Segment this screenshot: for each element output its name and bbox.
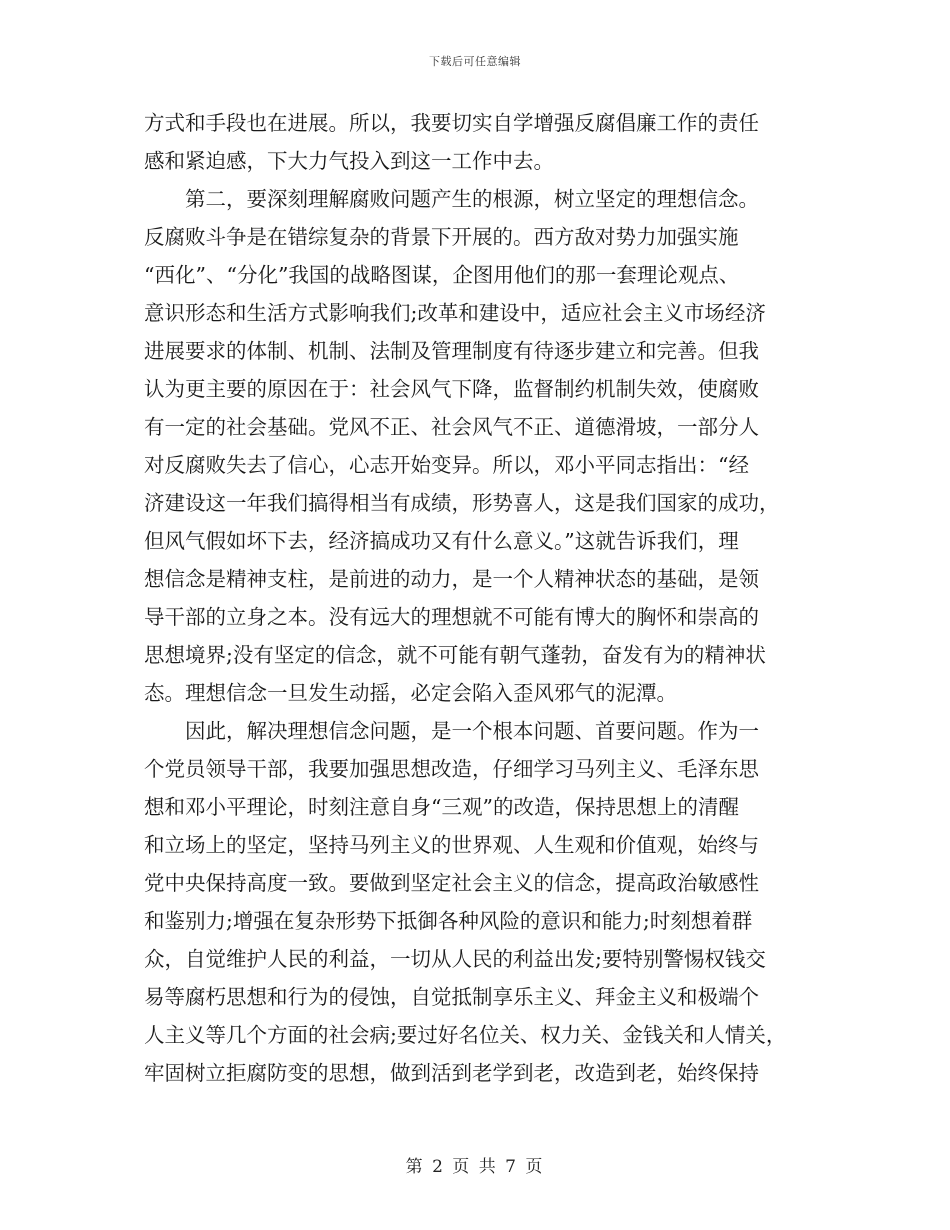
text-line: 想信念是精神支柱，是前进的动力，是一个人精神状态的基础，是领	[144, 567, 759, 591]
text-line: 态。理想信念一旦发生动摇，必定会陷入歪风邪气的泥潭。	[144, 681, 677, 705]
text-line: 意识形态和生活方式影响我们;改革和建设中，适应社会主义市场经济	[144, 301, 766, 325]
text-line: 思想境界;没有坚定的信念，就不可能有朝气蓬勃，奋发有为的精神状	[144, 643, 766, 667]
text-line: 感和紧迫感，下大力气投入到这一工作中去。	[144, 149, 554, 173]
text-line: 党中央保持高度一致。要做到坚定社会主义的信念，提高政治敏感性	[144, 871, 759, 895]
text-line: 个党员领导干部，我要加强思想改造，仔细学习马列主义、毛泽东思	[144, 757, 759, 781]
text-line: 人主义等几个方面的社会病;要过好名位关、权力关、金钱关和人情关，	[144, 1023, 787, 1047]
text-line: 反腐败斗争是在错综复杂的背景下开展的。西方敌对势力加强实施	[144, 225, 739, 249]
text-line: 众，自觉维护人民的利益，一切从人民的利益出发;要特别警惕权钱交	[144, 947, 766, 971]
page-header: 下载后可任意编辑	[429, 55, 521, 68]
document-body	[144, 104, 812, 1092]
text-line: 进展要求的体制、机制、法制及管理制度有待逐步建立和完善。但我	[144, 339, 759, 363]
text-line: 易等腐朽思想和行为的侵蚀，自觉抵制享乐主义、拜金主义和极端个	[144, 985, 759, 1009]
text-line: 和鉴别力;增强在复杂形势下抵御各种风险的意识和能力;时刻想着群	[144, 909, 753, 933]
text-line: 认为更主要的原因在于：社会风气下降，监督制约机制失效，使腐败	[144, 377, 759, 401]
text-line: 方式和手段也在进展。所以，我要切实自学增强反腐倡廉工作的责任	[144, 111, 759, 135]
text-line: 第二，要深刻理解腐败问题产生的根源，树立坚定的理想信念。	[144, 187, 759, 211]
text-line: 想和邓小平理论，时刻注意自身“三观”的改造，保持思想上的清醒	[144, 795, 739, 819]
text-line: 因此，解决理想信念问题，是一个根本问题、首要问题。作为一	[144, 719, 759, 743]
text-line: 济建设这一年我们搞得相当有成绩，形势喜人，这是我们国家的成功，	[144, 491, 780, 515]
text-line: “西化”、“分化”我国的战略图谋，企图用他们的那一套理论观点、	[144, 263, 740, 287]
text-line: 但风气假如坏下去，经济搞成功又有什么意义。”这就告诉我们，理	[144, 529, 739, 553]
text-line: 对反腐败失去了信心，心志开始变异。所以，邓小平同志指出：“经	[144, 453, 749, 477]
page-number-footer: 第 2 页 共 7 页	[405, 1157, 545, 1177]
text-line: 和立场上的坚定，坚持马列主义的世界观、人生观和价值观，始终与	[144, 833, 759, 857]
text-line: 导干部的立身之本。没有远大的理想就不可能有博大的胸怀和崇高的	[144, 605, 759, 629]
text-line: 牢固树立拒腐防变的思想，做到活到老学到老，改造到老，始终保持	[144, 1061, 759, 1085]
text-line: 有一定的社会基础。党风不正、社会风气不正、道德滑坡，一部分人	[144, 415, 759, 439]
